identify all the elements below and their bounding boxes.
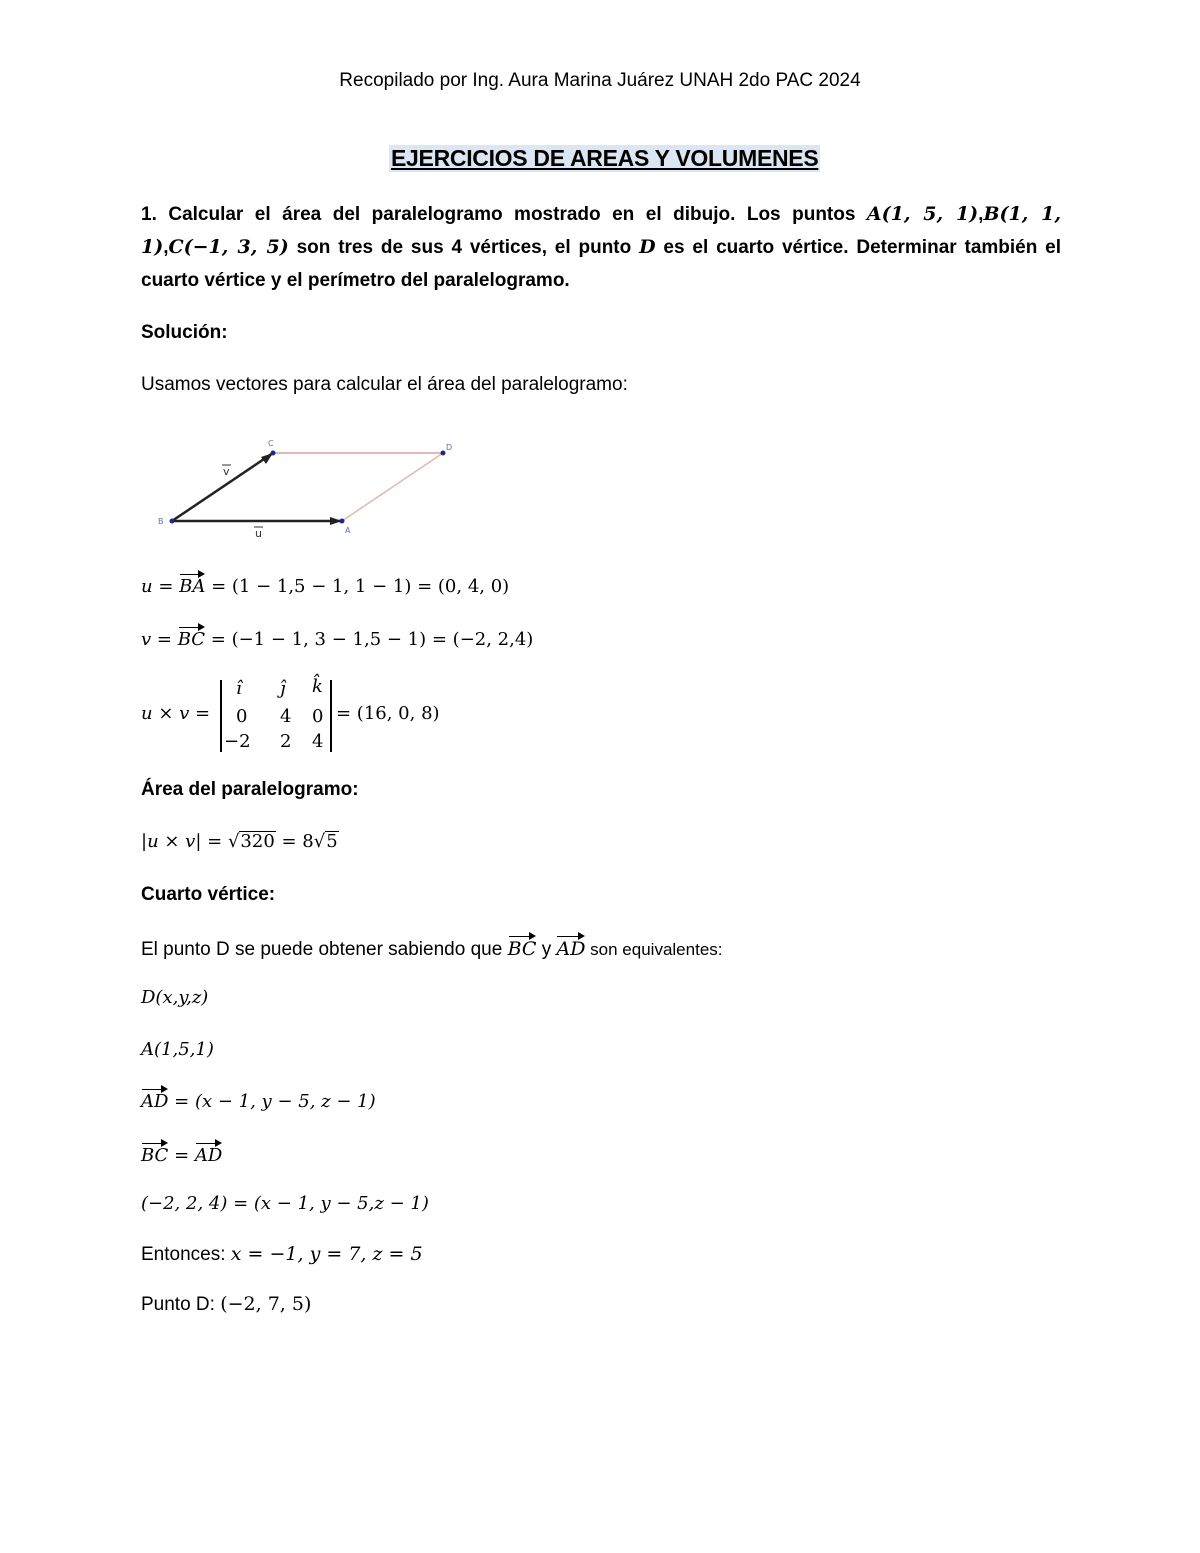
area-label: Área del paralelogramo:: [141, 779, 359, 800]
component-system: (−2, 2, 4) = (x − 1, y − 5,z − 1): [141, 1193, 429, 1214]
problem-number: 1.: [141, 204, 157, 225]
problem-text-2: son tres de sus 4 vértices, el punto: [296, 237, 632, 258]
area-equation: |u × v| = √320 = 8√5: [141, 831, 338, 852]
page-header: Recopilado por Ing. Aura Marina Juárez UNAH 2do PAC 2024: [339, 70, 861, 91]
determinant-matrix: î ĵ k̂ 0 4 0 −2 2 4: [220, 680, 332, 752]
label-d: D: [446, 443, 453, 452]
point-a: A(1, 5, 1): [866, 203, 979, 225]
fourth-vertex-label: Cuarto vértice:: [141, 884, 276, 905]
cross-product-result: = (16, 0, 8): [336, 703, 440, 724]
label-v: v: [223, 465, 230, 478]
point-d-general: D(x,y,z): [141, 987, 209, 1008]
page-title: EJERCICIOS DE AREAS Y VOLUMENES: [391, 145, 819, 171]
vector-ba: BA: [179, 576, 206, 597]
point-b: B(1, 1, 1): [141, 203, 1061, 258]
label-a: A: [345, 526, 351, 535]
point-d-result: Punto D: (−2, 7, 5): [141, 1293, 312, 1315]
label-u: u: [255, 527, 262, 540]
solution-intro: Usamos vectores para calcular el área del paralelogramo:: [141, 374, 628, 395]
point-d: D: [639, 236, 656, 258]
solution-label: Solución:: [141, 322, 228, 343]
solution-values: Entonces: x = −1, y = 7, z = 5: [141, 1243, 423, 1265]
parallelogram-figure: [150, 435, 470, 545]
point-c-dot: [271, 451, 276, 456]
point-a-dot: [340, 519, 345, 524]
vector-bc: BC: [177, 629, 206, 650]
fourth-vertex-intro: El punto D se puede obtener sabiendo que BC y AD son equivalentes:: [141, 938, 723, 960]
side-ad: [342, 453, 443, 521]
problem-statement: 1. Calcular el área del paralelogramo mostrado en el dibujo. Los puntos A(1, 5, 1),B(1, 1, 1),C(−1, 3, 5) son tres de sus 4 vértices, el punto D es el cuarto vértice. Determinar también el cuarto vértice y el perímetro del paralelogramo.: [141, 203, 1062, 291]
vector-ad-inline: AD: [556, 938, 586, 960]
vector-ad-equation: AD = (x − 1, y − 5, z − 1): [141, 1091, 376, 1112]
problem-text-3: es el cuarto vértice. Determinar también el cuarto vértice y el perímetro del paralelogramo.: [141, 237, 1062, 291]
point-a-value: A(1,5,1): [141, 1039, 214, 1060]
equation-u: u = BA = (1 − 1,5 − 1, 1 − 1) = (0, 4, 0): [141, 576, 510, 597]
vector-v: [172, 453, 273, 521]
point-d-dot: [441, 451, 446, 456]
point-b-dot: [170, 519, 175, 524]
point-c: C(−1, 3, 5): [168, 236, 289, 258]
cross-product-lhs: u × v =: [141, 703, 211, 724]
label-b: B: [158, 517, 164, 526]
vector-bc-inline: BC: [507, 938, 537, 960]
label-c: C: [268, 439, 274, 448]
equation-v: v = BC = (−1 − 1, 3 − 1,5 − 1) = (−2, 2,4): [141, 629, 534, 650]
problem-text-1: Calcular el área del paralelogramo mostrado en el dibujo. Los puntos: [168, 204, 856, 225]
vector-equality: BC = AD: [141, 1145, 223, 1166]
